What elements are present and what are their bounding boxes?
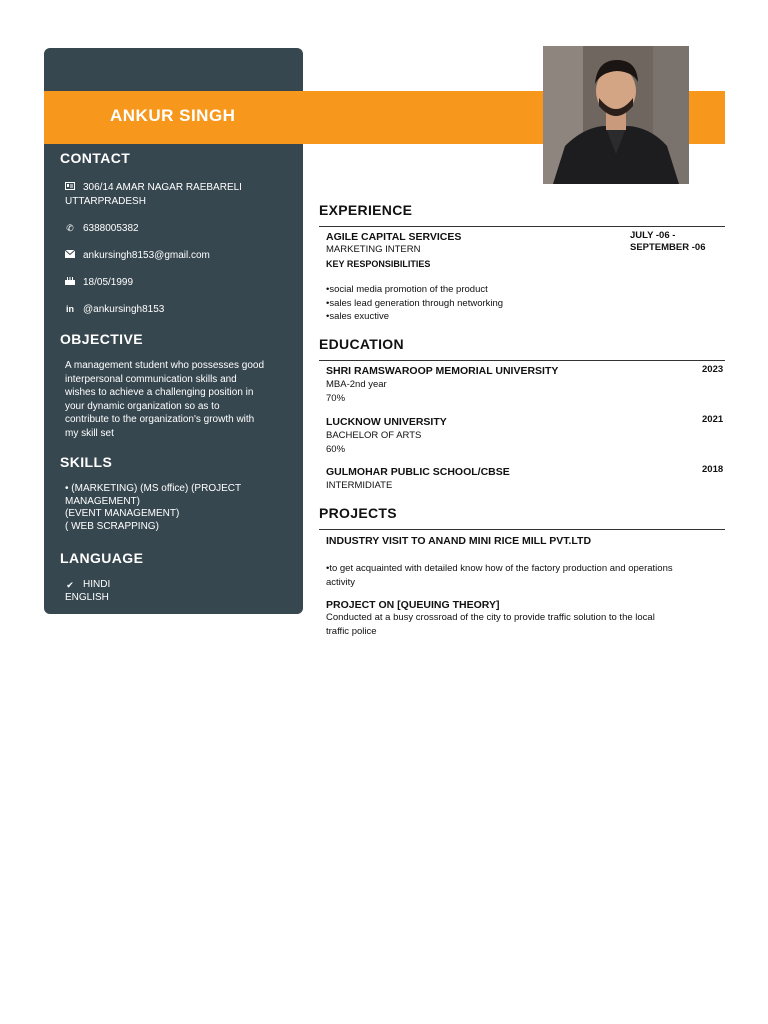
projects-heading: PROJECTS	[319, 505, 397, 521]
skills-line: (EVENT MANAGEMENT)	[65, 508, 180, 519]
objective-line: A management student who possesses good	[65, 360, 265, 371]
skills-heading: SKILLS	[60, 454, 113, 470]
education-degree: INTERMIDIATE	[326, 480, 393, 491]
skills-line: • (MARKETING) (MS office) (PROJECT	[65, 483, 242, 494]
language-item: ENGLISH	[65, 591, 109, 603]
project-description-line: traffic police	[326, 625, 377, 637]
date-of-birth: 18/05/1999	[83, 277, 134, 288]
experience-divider	[319, 226, 725, 227]
project-description	[326, 562, 726, 589]
education-divider	[319, 360, 725, 361]
experience-heading: EXPERIENCE	[319, 202, 413, 218]
experience-role: MARKETING INTERN	[326, 244, 421, 255]
objective-line: contribute to the organization's growth with	[65, 414, 255, 425]
projects-divider	[319, 529, 725, 530]
linkedin-handle: @ankursingh8153	[83, 304, 165, 315]
envelope-icon	[65, 249, 75, 263]
language-heading: LANGUAGE	[60, 550, 144, 566]
objective-text	[65, 359, 285, 440]
contact-phone	[65, 222, 285, 236]
contact-dob	[65, 276, 285, 290]
contact-address	[65, 181, 285, 208]
email-address: ankursingh8153@gmail.com	[83, 250, 210, 261]
contact-linkedin	[65, 303, 285, 317]
objective-line: interpersonal communication skills and	[65, 373, 237, 385]
education-year: 2023	[702, 364, 724, 375]
address-line-2: UTTARPRADESH	[65, 195, 146, 207]
contact-email	[65, 249, 285, 263]
objective-heading: OBJECTIVE	[60, 331, 143, 347]
skills-line: MANAGEMENT)	[65, 495, 140, 507]
candidate-name: ANKUR SINGH	[110, 106, 236, 125]
project-description-line: Conducted at a busy crossroad of the city to provide traffic solution to the local	[326, 612, 655, 623]
experience-bullet: •social media promotion of the product	[326, 284, 488, 295]
experience-responsibilities-heading: KEY RESPONSIBILITIES	[326, 259, 431, 269]
birthday-cake-icon	[65, 276, 75, 290]
objective-line: your dynamic organization so as to	[65, 400, 220, 412]
education-institution: LUCKNOW UNIVERSITY	[326, 416, 447, 428]
experience-date-end: SEPTEMBER -06	[630, 242, 706, 253]
education-score: 70%	[326, 393, 346, 404]
education-degree: MBA-2nd year	[326, 379, 387, 390]
profile-photo	[543, 46, 689, 184]
experience-bullet: •sales lead generation through networking	[326, 297, 504, 309]
project-description-line: •to get acquainted with detailed know how of the factory production and operations	[326, 563, 673, 574]
experience-date	[630, 230, 706, 254]
phone-icon: ✆	[66, 223, 74, 233]
linkedin-icon: in	[66, 304, 74, 314]
education-institution: GULMOHAR PUBLIC SCHOOL/CBSE	[326, 466, 510, 478]
check-icon: ✔	[66, 580, 74, 590]
education-score: 60%	[326, 444, 346, 455]
skills-list	[65, 483, 285, 533]
skills-line: ( WEB SCRAPPING)	[65, 520, 159, 532]
profile-photo-illustration	[543, 46, 689, 184]
experience-company: AGILE CAPITAL SERVICES	[326, 231, 462, 243]
project-title: PROJECT ON [QUEUING THEORY]	[326, 599, 500, 611]
address-card-icon	[65, 181, 75, 195]
language-list	[65, 579, 285, 604]
language-item: HINDI	[83, 579, 111, 590]
education-year: 2021	[702, 414, 724, 425]
experience-bullet: •sales exuctive	[326, 311, 389, 322]
education-institution: SHRI RAMSWAROOP MEMORIAL UNIVERSITY	[326, 365, 559, 377]
education-year: 2018	[702, 464, 724, 475]
education-heading: EDUCATION	[319, 336, 404, 352]
project-description	[326, 611, 726, 638]
experience-date-start: JULY -06 -	[630, 230, 676, 241]
project-title: INDUSTRY VISIT TO ANAND MINI RICE MILL PVT.LTD	[326, 535, 592, 547]
project-description-line: activity	[326, 576, 356, 588]
phone-number: 6388005382	[83, 223, 139, 234]
objective-line: wishes to achieve a challenging position in	[65, 387, 254, 398]
contact-heading: CONTACT	[60, 150, 131, 166]
objective-line: my skill set	[65, 427, 114, 439]
education-degree: BACHELOR OF ARTS	[326, 430, 422, 441]
experience-bullets	[326, 283, 726, 324]
address-line-1: 306/14 AMAR NAGAR RAEBARELI	[83, 182, 242, 193]
